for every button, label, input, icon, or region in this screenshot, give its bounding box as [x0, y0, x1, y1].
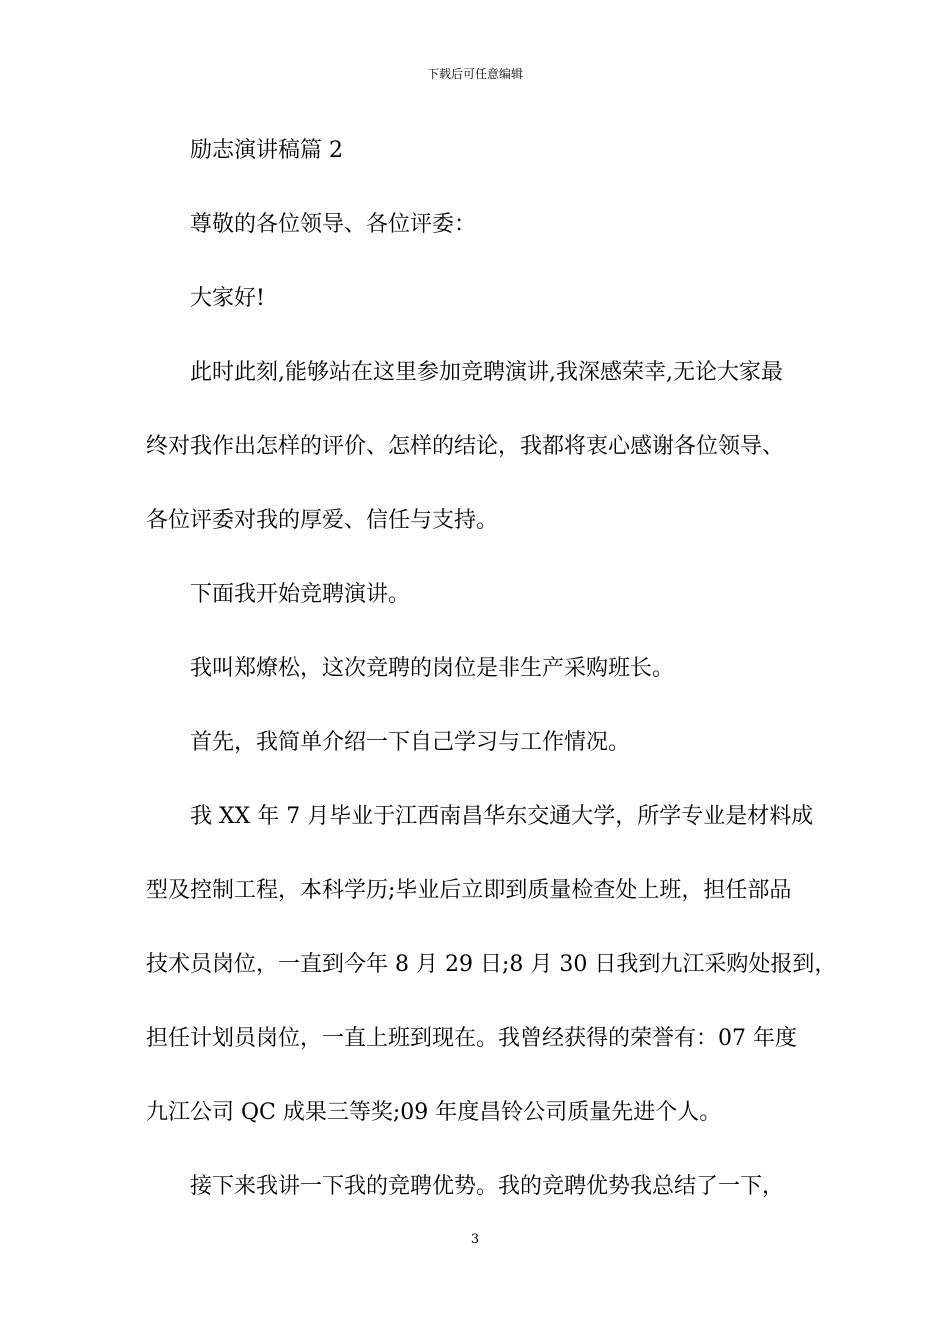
salutation: 尊敬的各位领导、各位评委：: [190, 212, 477, 237]
paragraph-line: 型及控制工程，本科学历;毕业后立即到质量检查处上班，担任部品: [146, 878, 792, 903]
paragraph-line: 九江公司 QC 成果三等奖;09 年度昌铃公司质量先进个人。: [146, 1100, 722, 1125]
paragraph-line: 终对我作出怎样的评价、怎样的结论，我都将衷心感谢各位领导、: [146, 434, 785, 459]
paragraph-line: 我叫郑燎松，这次竞聘的岗位是非生产采购班长。: [190, 656, 675, 681]
paragraph-line: 下面我开始竞聘演讲。: [190, 582, 411, 607]
section-title: 励志演讲稿篇 2: [190, 138, 343, 163]
paragraph-line: 首先，我简单介绍一下自己学习与工作情况。: [190, 730, 631, 755]
page-header: 下载后可任意编辑: [426, 67, 523, 81]
paragraph-line: 技术员岗位，一直到今年 8 月 29 日;8 月 30 日我到九江采购处报到，: [146, 952, 837, 977]
page-number: 3: [470, 1232, 480, 1247]
greeting: 大家好!: [190, 286, 265, 311]
paragraph-line: 接下来我讲一下我的竞聘优势。我的竞聘优势我总结了一下，: [190, 1174, 785, 1199]
paragraph-line: 我 XX 年 7 月毕业于江西南昌华东交通大学，所学专业是材料成: [190, 804, 814, 829]
paragraph-line: 此时此刻,能够站在这里参加竞聘演讲,我深感荣幸,无论大家最: [190, 360, 783, 385]
paragraph-line: 各位评委对我的厚爱、信任与支持。: [146, 508, 499, 533]
paragraph-line: 担任计划员岗位，一直上班到现在。我曾经获得的荣誉有：07 年度: [146, 1026, 797, 1051]
